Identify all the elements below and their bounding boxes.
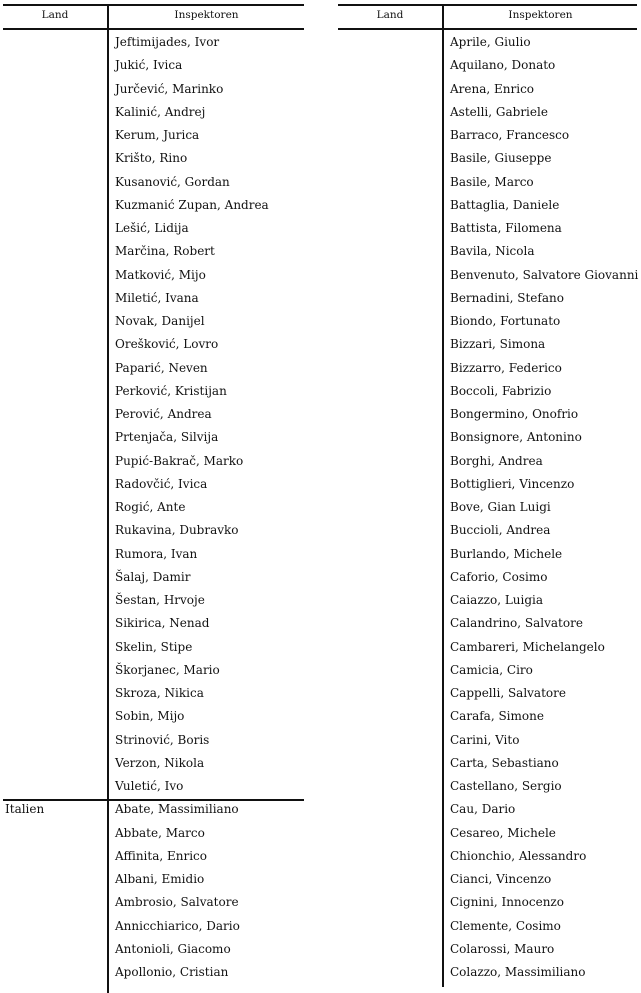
- header-bottom-rule: [338, 28, 637, 30]
- inspector-name: Bizzarro, Federico: [450, 360, 562, 375]
- inspector-name: Clemente, Cosimo: [450, 918, 561, 933]
- inspector-name: Rukavina, Dubravko: [115, 523, 239, 538]
- inspector-name: Jukić, Ivica: [115, 58, 183, 73]
- inspector-name: Abbate, Marco: [115, 825, 205, 840]
- inspector-name: Kerum, Jurica: [115, 128, 200, 142]
- inspector-name: Skroza, Nikica: [115, 686, 204, 700]
- inspector-name: Bonsignore, Antonino: [450, 430, 582, 445]
- inspector-name: Šalaj, Damir: [115, 569, 191, 584]
- inspector-name: Caforio, Cosimo: [450, 569, 548, 584]
- inspector-name: Pupić-Bakrač, Marko: [115, 453, 244, 468]
- inspector-name: Radovčić, Ivica: [115, 476, 208, 491]
- inspector-name: Buccioli, Andrea: [450, 523, 551, 538]
- inspector-name: Matković, Mijo: [115, 267, 206, 282]
- inspector-name: Jurčević, Marinko: [115, 81, 224, 96]
- inspector-name: Carini, Vito: [450, 732, 520, 747]
- inspector-name: Aquilano, Donato: [450, 58, 556, 73]
- inspector-name: Barraco, Francesco: [450, 128, 570, 142]
- inspector-name: Cignini, Innocenzo: [450, 895, 564, 910]
- column-header-land: Land: [41, 9, 69, 21]
- inspector-name: Krišto, Rino: [115, 151, 188, 166]
- column-header-inspektoren: Inspektoren: [174, 9, 239, 21]
- inspector-name: Jeftimijades, Ivor: [115, 35, 220, 49]
- inspector-name: Basile, Marco: [450, 174, 534, 189]
- inspector-name: Sikirica, Nenad: [115, 616, 210, 631]
- inspector-name: Bottiglieri, Vincenzo: [450, 476, 575, 491]
- inspector-name: Battaglia, Daniele: [450, 197, 560, 212]
- inspector-name: Cianci, Vincenzo: [450, 872, 552, 886]
- inspector-name: Camicia, Ciro: [450, 662, 533, 677]
- inspector-name: Calandrino, Salvatore: [450, 616, 583, 631]
- inspector-name: Ambrosio, Salvatore: [115, 895, 239, 910]
- inspector-name: Sobin, Mijo: [115, 709, 185, 724]
- inspector-name: Apollonio, Cristian: [115, 965, 229, 979]
- inspector-name: Bavila, Nicola: [450, 244, 535, 259]
- inspector-name: Kalinić, Andrej: [115, 104, 206, 119]
- inspector-name: Colarossi, Mauro: [450, 941, 555, 956]
- inspector-name: Astelli, Gabriele: [450, 104, 548, 119]
- column-header-inspektoren: Inspektoren: [508, 9, 573, 21]
- inspector-name: Šestan, Hrvoje: [115, 593, 205, 607]
- inspector-name: Kusanović, Gordan: [115, 174, 230, 189]
- inspector-name: Paparić, Neven: [115, 360, 208, 375]
- inspector-name: Boccoli, Fabrizio: [450, 383, 552, 398]
- inspector-name: Cambareri, Michelangelo: [450, 639, 605, 654]
- inspector-name: Castellano, Sergio: [450, 779, 562, 793]
- inspector-name: Albani, Emidio: [115, 872, 205, 886]
- inspector-name: Verzon, Nikola: [115, 755, 205, 770]
- inspector-name: Biondo, Fortunato: [450, 314, 561, 328]
- inspector-name: Miletić, Ivana: [115, 290, 199, 305]
- column-divider: [442, 4, 444, 987]
- inspector-name: Benvenuto, Salvatore Giovanni: [450, 267, 639, 282]
- inspector-name: Battista, Filomena: [450, 221, 562, 235]
- inspector-name: Lešić, Lidija: [115, 221, 189, 235]
- inspector-name: Orešković, Lovro: [115, 337, 219, 352]
- inspector-name: Arena, Enrico: [450, 81, 535, 96]
- inspector-name: Prtenjača, Silvija: [115, 430, 219, 445]
- inspector-name: Borghi, Andrea: [450, 453, 543, 468]
- inspector-name: Annicchiarico, Dario: [115, 918, 240, 933]
- inspector-name: Bernadini, Stefano: [450, 290, 564, 305]
- inspector-name: Abate, Massimiliano: [115, 802, 239, 817]
- inspector-name: Caiazzo, Luigia: [450, 593, 544, 607]
- inspector-name: Carta, Sebastiano: [450, 755, 559, 770]
- table-top-rule: [338, 4, 637, 6]
- inspector-name: Kuzmanić Zupan, Andrea: [115, 197, 269, 212]
- inspector-name: Antonioli, Giacomo: [115, 941, 231, 956]
- inspector-name: Vuletić, Ivo: [115, 779, 184, 793]
- inspector-name: Bongermino, Onofrio: [450, 407, 579, 421]
- inspector-name: Skelin, Stipe: [115, 639, 193, 654]
- header-bottom-rule: [3, 28, 304, 30]
- table-top-rule: [3, 4, 304, 6]
- country-label: Italien: [5, 802, 45, 817]
- inspector-name: Cau, Dario: [450, 802, 516, 817]
- inspector-name: Rogić, Ante: [115, 500, 186, 514]
- column-header-land: Land: [376, 9, 404, 21]
- inspector-name: Strinović, Boris: [115, 732, 210, 747]
- inspector-name: Škorjanec, Mario: [115, 662, 220, 677]
- inspector-name: Aprile, Giulio: [450, 35, 531, 49]
- inspector-name: Bizzari, Simona: [450, 337, 546, 352]
- inspector-name: Cappelli, Salvatore: [450, 686, 566, 700]
- inspector-name: Marčina, Robert: [115, 244, 215, 259]
- inspector-name: Rumora, Ivan: [115, 546, 198, 561]
- inspector-name: Burlando, Michele: [450, 546, 563, 561]
- inspector-name: Cesareo, Michele: [450, 825, 556, 840]
- inspector-name: Basile, Giuseppe: [450, 151, 552, 166]
- inspector-name: Novak, Danijel: [115, 314, 205, 328]
- inspector-name: Colazzo, Massimiliano: [450, 965, 586, 979]
- inspector-name: Carafa, Simone: [450, 709, 544, 724]
- inspector-name: Chionchio, Alessandro: [450, 848, 587, 863]
- column-divider: [107, 4, 109, 993]
- inspector-name: Bove, Gian Luigi: [450, 500, 551, 514]
- inspector-name: Perović, Andrea: [115, 407, 212, 421]
- inspector-name: Affinita, Enrico: [115, 848, 207, 863]
- inspector-name: Perković, Kristijan: [115, 383, 227, 398]
